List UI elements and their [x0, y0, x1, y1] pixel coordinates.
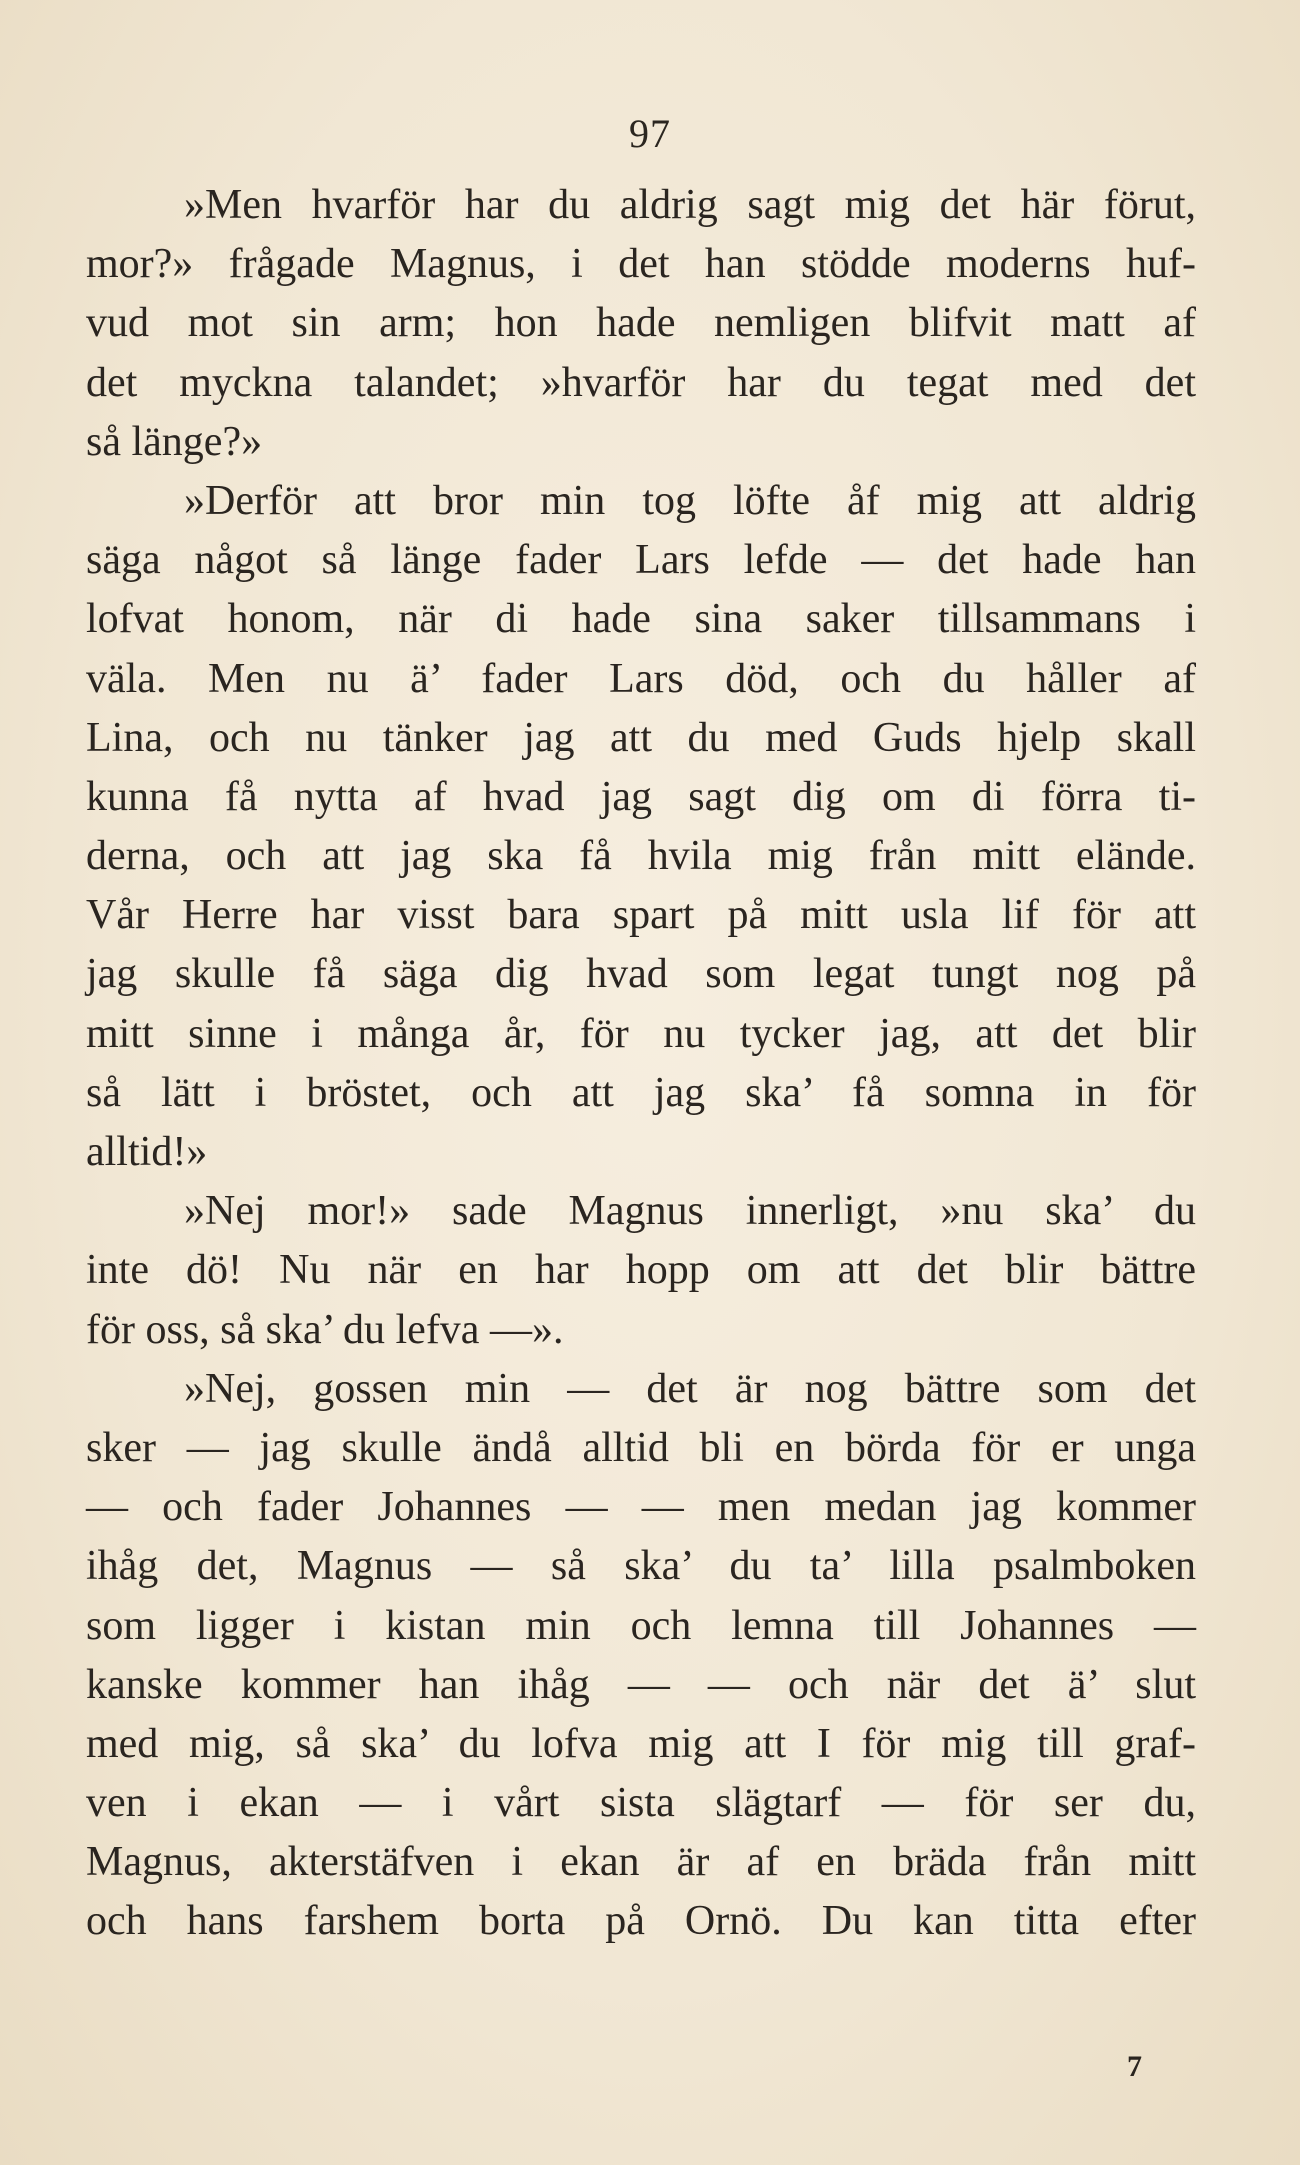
text-line: vud mot sin arm; hon hade nemligen blifvit matt af: [86, 300, 1196, 347]
text-line: det myckna talandet; »hvarför har du tegat med det: [86, 359, 1196, 406]
page-number: 97: [629, 111, 671, 156]
paragraph: [86, 1182, 1196, 1360]
text-line: så länge?»: [86, 418, 263, 465]
text-line: »Men hvarför har du aldrig sagt mig det här förut,: [184, 182, 1196, 228]
paragraph: [86, 472, 1196, 1182]
text-line: ven i ekan — i vårt sista slägtarf — för ser du,: [86, 1780, 1196, 1827]
text-line: sker — jag skulle ändå alltid bli en börda för er unga: [86, 1424, 1196, 1471]
text-line: Lina, och nu tänker jag att du med Guds hjelp skall: [86, 714, 1196, 761]
text-line: mor?» frågade Magnus, i det han stödde moderns huf-: [86, 241, 1196, 288]
text-line: säga något så länge fader Lars lefde — det hade han: [86, 537, 1196, 584]
body-text: [86, 176, 1196, 1952]
text-line: inte dö! Nu när en har hopp om att det blir bättre: [86, 1247, 1196, 1294]
text-line: »Nej, gossen min — det är nog bättre som det: [184, 1365, 1196, 1412]
text-line: Vår Herre har visst bara spart på mitt usla lif för att: [86, 892, 1196, 939]
text-line: och hans farshem borta på Ornö. Du kan titta efter: [86, 1898, 1196, 1945]
paragraph: [86, 1360, 1196, 1952]
text-line: lofvat honom, när di hade sina saker tillsammans i: [86, 596, 1196, 643]
text-line: Magnus, akterstäfven i ekan är af en bräda från mitt: [86, 1839, 1196, 1886]
text-line: — och fader Johannes — — men medan jag kommer: [86, 1484, 1196, 1531]
text-line: kunna få nytta af hvad jag sagt dig om di förra ti-: [86, 773, 1196, 820]
text-line: »Nej mor!» sade Magnus innerligt, »nu ska’ du: [184, 1188, 1196, 1235]
signature-mark: 7: [1127, 2050, 1142, 2083]
text-line: ihåg det, Magnus — så ska’ du ta’ lilla psalmboken: [86, 1543, 1196, 1590]
text-line: som ligger i kistan min och lemna till Johannes —: [86, 1602, 1196, 1649]
text-line: alltid!»: [86, 1129, 208, 1175]
text-line: med mig, så ska’ du lofva mig att I för mig till graf-: [86, 1720, 1196, 1767]
text-line: så lätt i bröstet, och att jag ska’ få somna in för: [86, 1069, 1196, 1116]
paragraph: [86, 176, 1196, 472]
text-line: mitt sinne i många år, för nu tycker jag, att det blir: [86, 1010, 1196, 1057]
text-line: kanske kommer han ihåg — — och när det ä’ slut: [86, 1661, 1196, 1708]
text-line: »Derför att bror min tog löfte åf mig att aldrig: [184, 477, 1196, 524]
text-line: för oss, så ska’ du lefva —».: [86, 1306, 564, 1353]
text-line: jag skulle få säga dig hvad som legat tungt nog på: [86, 951, 1196, 998]
text-line: derna, och att jag ska få hvila mig från mitt elände.: [86, 833, 1196, 880]
text-line: väla. Men nu ä’ fader Lars död, och du håller af: [86, 655, 1196, 702]
